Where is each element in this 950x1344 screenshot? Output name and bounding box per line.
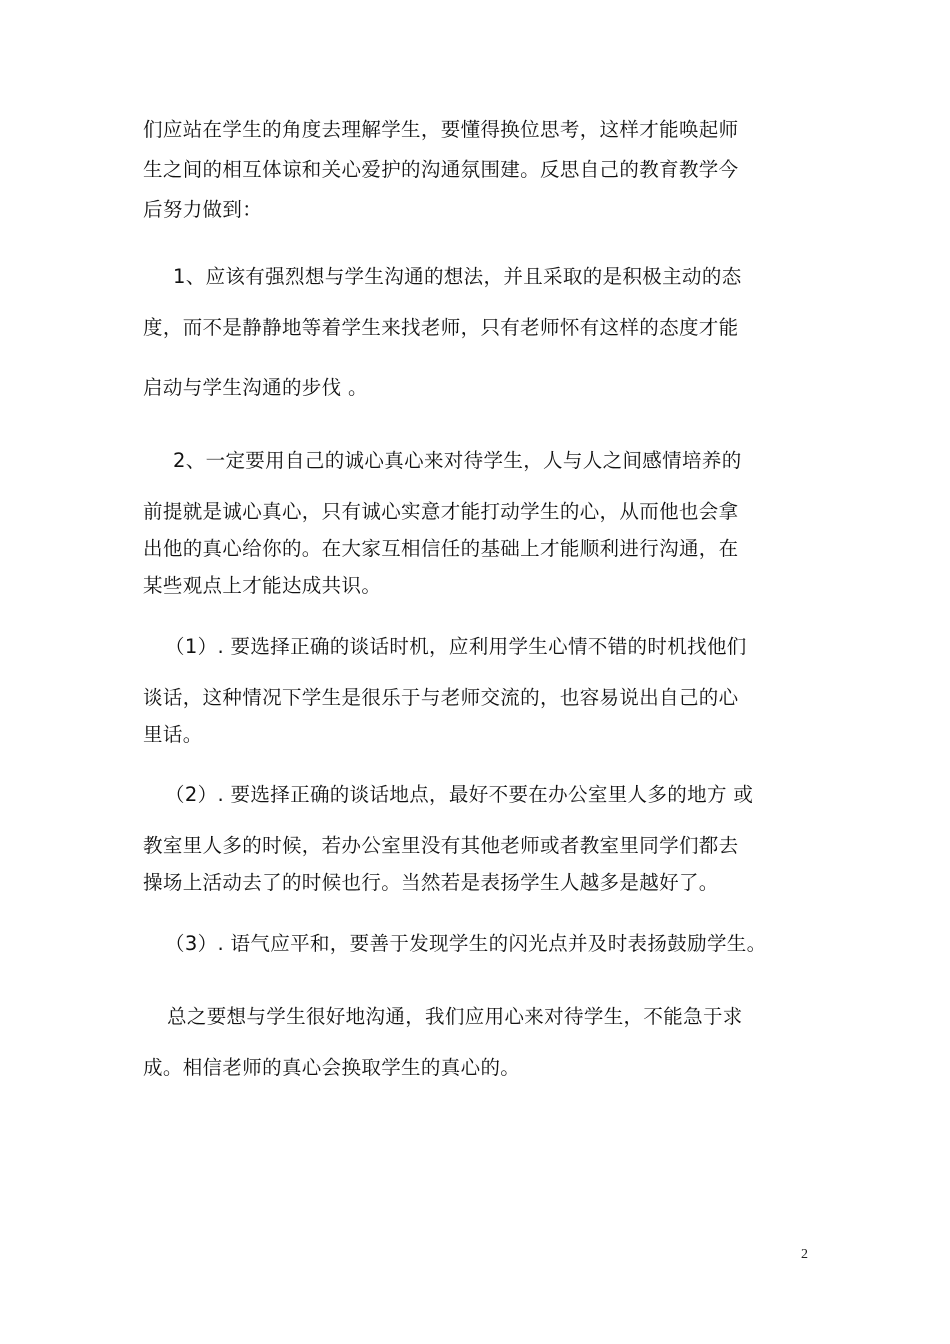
- paragraph-line: 2、一定要用自己的诚心真心来对待学生，人与人之间感情培养的: [173, 449, 742, 472]
- paragraph-line: 操场上活动去了的时候也行。当然若是表扬学生人越多是越好了。: [143, 871, 719, 894]
- paragraph-line: 出他的真心给你的。在大家互相信任的基础上才能顺利进行沟通，在: [143, 537, 739, 560]
- page-number: 2: [801, 1247, 808, 1262]
- paragraph-line: 后努力做到：: [143, 198, 263, 221]
- paragraph-line: 总之要想与学生很好地沟通，我们应用心来对待学生，不能急于求: [167, 1005, 743, 1028]
- paragraph-line: 1、应该有强烈想与学生沟通的想法，并且采取的是积极主动的态: [173, 265, 742, 288]
- paragraph-line: 生之间的相互体谅和关心爱护的沟通氛围建。反思自己的教育教学今: [143, 158, 739, 181]
- paragraph-line: （3）. 语气应平和，要善于发现学生的闪光点并及时表扬鼓励学生。: [165, 932, 767, 955]
- paragraph-line: （2）. 要选择正确的谈话地点，最好不要在办公室里人多的地方 或: [165, 783, 754, 806]
- paragraph-line: 谈话，这种情况下学生是很乐于与老师交流的，也容易说出自己的心: [143, 686, 739, 709]
- paragraph-line: 教室里人多的时候，若办公室里没有其他老师或者教室里同学们都去: [143, 834, 739, 857]
- paragraph-line: 启动与学生沟通的步伐 。: [143, 376, 368, 399]
- paragraph-line: 里话。: [143, 723, 203, 746]
- paragraph-line: 成。相信老师的真心会换取学生的真心的。: [143, 1056, 521, 1079]
- paragraph-line: 们应站在学生的角度去理解学生，要懂得换位思考，这样才能唤起师: [143, 118, 739, 141]
- paragraph-line: 度，而不是静静地等着学生来找老师，只有老师怀有这样的态度才能: [143, 316, 739, 339]
- paragraph-line: （1）. 要选择正确的谈话时机，应利用学生心情不错的时机找他们: [165, 635, 747, 658]
- paragraph-line: 某些观点上才能达成共识。: [143, 574, 382, 597]
- paragraph-line: 前提就是诚心真心，只有诚心实意才能打动学生的心，从而他也会拿: [143, 500, 739, 523]
